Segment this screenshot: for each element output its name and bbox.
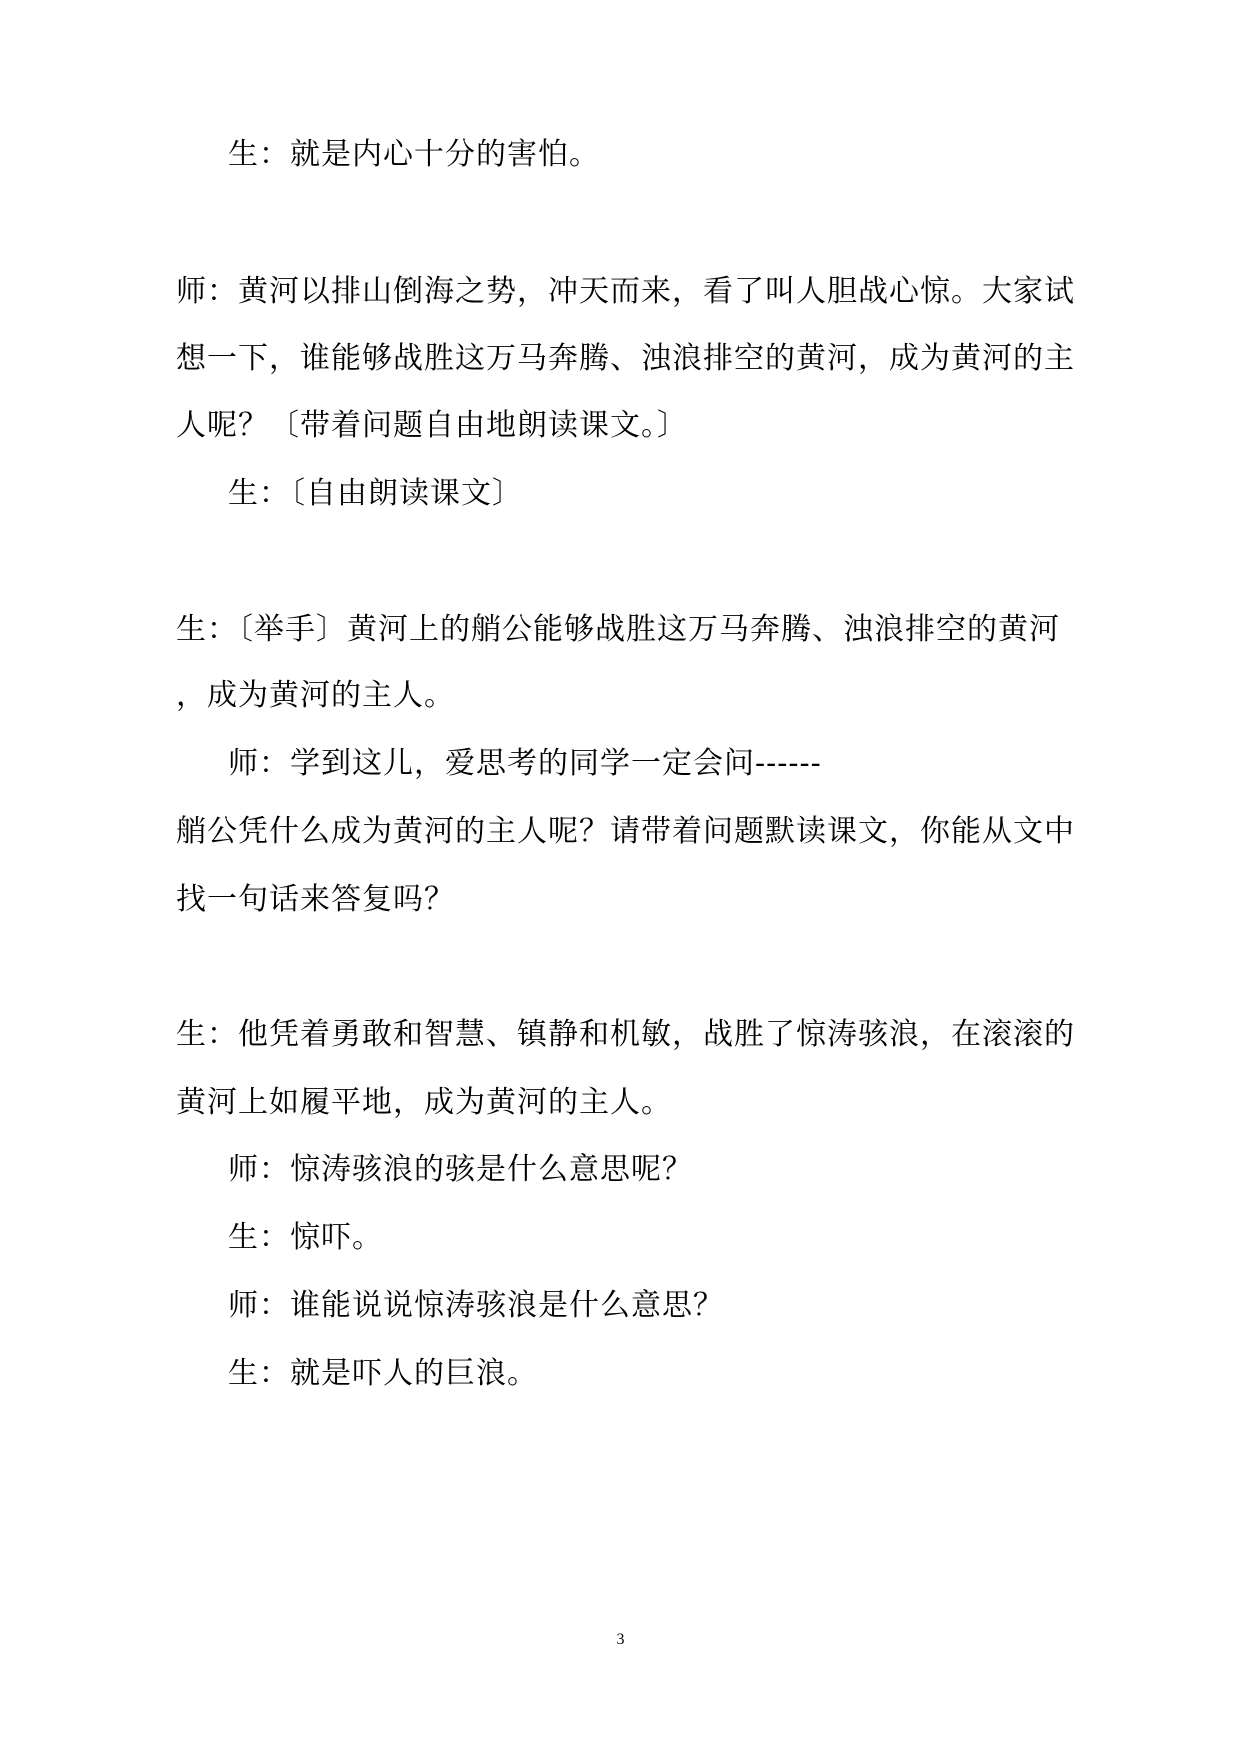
text-line: 师：惊涛骇浪的骇是什么意思呢？	[228, 1152, 693, 1187]
text-line: 生：〔自由朗读课文〕	[228, 476, 523, 511]
text-line: 生：惊吓。	[228, 1220, 383, 1255]
text-line: 找一句话来答复吗？	[176, 882, 455, 917]
text-line: 师：黄河以排山倒海之势，冲天而来，看了叫人胆战心惊。大家试	[176, 274, 1075, 309]
text-line: 生：就是内心十分的害怕。	[228, 137, 600, 172]
text-line: 师：学到这儿，爱思考的同学一定会问------	[228, 746, 822, 781]
text-line: 师：谁能说说惊涛骇浪是什么意思？	[228, 1288, 724, 1323]
text-line: 生：他凭着勇敢和智慧、镇静和机敏，战胜了惊涛骇浪，在滚滚的	[176, 1017, 1075, 1052]
text-line: 生：〔举手〕黄河上的艄公能够战胜这万马奔腾、浊浪排空的黄河	[176, 612, 1060, 647]
text-line: 艄公凭什么成为黄河的主人呢？请带着问题默读课文，你能从文中	[176, 814, 1075, 849]
page-number: 3	[616, 1631, 625, 1648]
text-line: 黄河上如履平地，成为黄河的主人。	[176, 1085, 672, 1120]
text-line: 人呢？〔带着问题自由地朗读课文。〕	[176, 408, 688, 443]
text-line: ，成为黄河的主人。	[176, 678, 455, 713]
text-line: 生：就是吓人的巨浪。	[228, 1356, 538, 1391]
text-line: 想一下，谁能够战胜这万马奔腾、浊浪排空的黄河，成为黄河的主	[176, 341, 1075, 376]
